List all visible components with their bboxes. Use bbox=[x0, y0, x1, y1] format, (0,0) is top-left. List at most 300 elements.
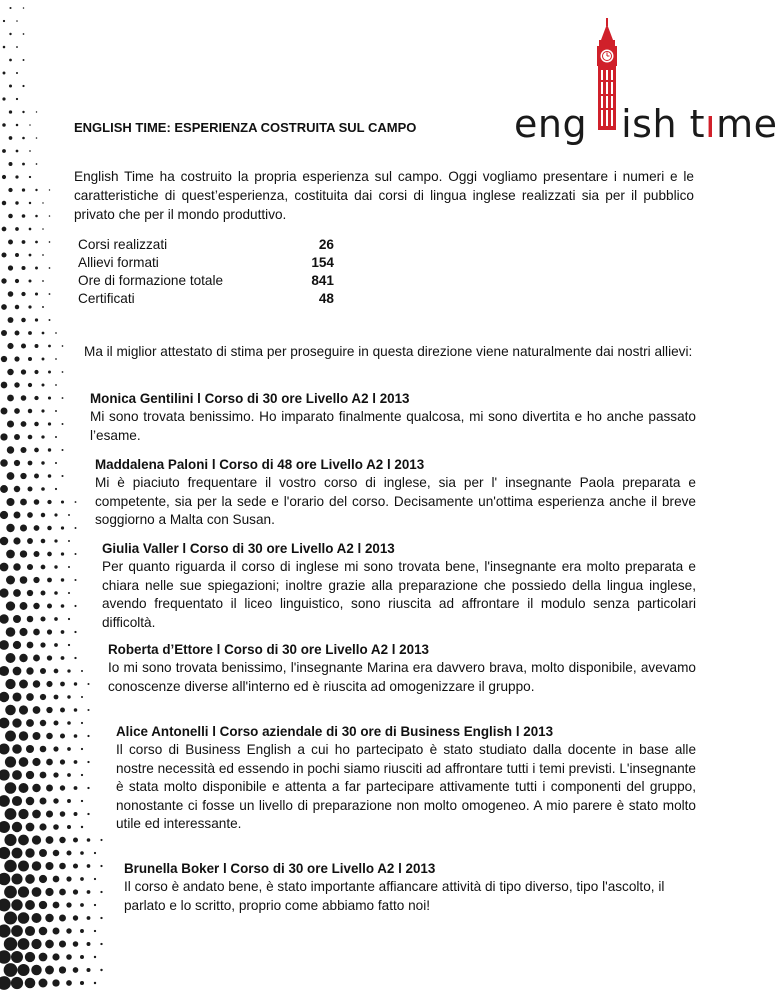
halftone-dot bbox=[47, 603, 52, 608]
halftone-dot bbox=[4, 834, 16, 846]
halftone-dot bbox=[54, 669, 59, 674]
halftone-dot bbox=[54, 721, 59, 726]
halftone-dot bbox=[16, 46, 18, 48]
halftone-dot bbox=[41, 487, 45, 491]
halftone-dot bbox=[21, 266, 25, 270]
halftone-dot bbox=[27, 564, 33, 570]
halftone-dot bbox=[49, 267, 51, 269]
halftone-dot bbox=[12, 770, 22, 780]
halftone-dot bbox=[68, 592, 70, 594]
testimonial-title: Brunella Boker l Corso di 30 ore Livello A2 l 2013 bbox=[124, 861, 436, 876]
halftone-dot bbox=[81, 696, 83, 698]
halftone-dot bbox=[6, 627, 16, 637]
halftone-dot bbox=[87, 813, 89, 815]
halftone-dot bbox=[12, 822, 22, 832]
halftone-dot bbox=[61, 578, 64, 581]
halftone-dot bbox=[74, 579, 76, 581]
halftone-dot bbox=[14, 356, 19, 361]
halftone-dot bbox=[55, 384, 57, 386]
halftone-dot bbox=[34, 370, 38, 374]
halftone-dot bbox=[73, 941, 79, 947]
english-time-logo bbox=[514, 18, 777, 146]
halftone-dot bbox=[59, 837, 65, 843]
halftone-dot bbox=[100, 839, 102, 841]
halftone-dot bbox=[15, 227, 19, 231]
halftone-dot bbox=[6, 550, 15, 559]
halftone-dot bbox=[54, 643, 58, 647]
halftone-dot bbox=[0, 588, 9, 597]
halftone-dot bbox=[46, 836, 54, 844]
halftone-dot bbox=[7, 446, 14, 453]
halftone-dot bbox=[74, 708, 78, 712]
halftone-dot bbox=[45, 888, 53, 896]
testimonial-title: Roberta d’Ettore l Corso di 30 ore Livello A2 l 2013 bbox=[108, 642, 429, 657]
page-heading: ENGLISH TIME: ESPERIENZA COSTRUITA SUL CAMPO bbox=[74, 120, 417, 135]
halftone-dot bbox=[5, 731, 16, 742]
halftone-dot bbox=[62, 397, 64, 399]
halftone-dot bbox=[28, 305, 31, 308]
halftone-dot bbox=[23, 33, 25, 35]
halftone-dot bbox=[4, 860, 16, 872]
halftone-dot bbox=[53, 798, 58, 803]
halftone-dot bbox=[54, 513, 57, 516]
halftone-dot bbox=[55, 332, 57, 334]
halftone-dot bbox=[19, 783, 29, 793]
halftone-dot bbox=[45, 966, 54, 975]
halftone-dot bbox=[61, 449, 63, 451]
halftone-dot bbox=[16, 72, 18, 74]
halftone-dot bbox=[39, 823, 46, 830]
halftone-dot bbox=[27, 486, 32, 491]
halftone-dot bbox=[49, 319, 51, 321]
halftone-dot bbox=[73, 967, 79, 973]
halftone-dot bbox=[21, 395, 27, 401]
halftone-dot bbox=[29, 228, 32, 231]
halftone-dot bbox=[22, 111, 24, 113]
halftone-dot bbox=[47, 655, 52, 660]
halftone-dot bbox=[35, 267, 38, 270]
halftone-dot bbox=[39, 953, 48, 962]
halftone-dot bbox=[67, 695, 70, 698]
halftone-dot bbox=[0, 924, 11, 937]
halftone-dot bbox=[25, 848, 34, 857]
halftone-dot bbox=[6, 653, 16, 663]
halftone-dot bbox=[87, 709, 89, 711]
halftone-dot bbox=[39, 875, 47, 883]
stat-row bbox=[78, 236, 334, 254]
halftone-dot bbox=[61, 552, 64, 555]
halftone-dot bbox=[13, 667, 22, 676]
halftone-dot bbox=[42, 254, 44, 256]
halftone-dot bbox=[40, 642, 45, 647]
halftone-dot bbox=[3, 46, 6, 49]
halftone-dot bbox=[0, 743, 10, 754]
halftone-dot bbox=[46, 707, 52, 713]
halftone-dot bbox=[80, 955, 84, 959]
halftone-dot bbox=[29, 254, 32, 257]
halftone-dot bbox=[80, 929, 84, 933]
halftone-dot bbox=[1, 278, 6, 283]
halftone-dot bbox=[81, 670, 83, 672]
halftone-dot bbox=[41, 539, 46, 544]
halftone-dot bbox=[21, 369, 26, 374]
halftone-dot bbox=[61, 604, 65, 608]
halftone-dot bbox=[7, 472, 15, 480]
halftone-dot bbox=[60, 708, 65, 713]
halftone-dot bbox=[35, 241, 38, 244]
halftone-dot bbox=[32, 784, 40, 792]
halftone-dot bbox=[34, 448, 39, 453]
halftone-dot bbox=[11, 925, 23, 937]
logo-text-me: me bbox=[716, 102, 777, 146]
halftone-dot bbox=[12, 692, 21, 701]
halftone-dot bbox=[46, 733, 53, 740]
stat-row bbox=[78, 254, 334, 272]
testimonial-text: Il corso è andato bene, è stato importante affiancare attività di tipo diverso, tipo l'ascolto, il parlato e lo scritto, proprio come abbiamo fatto noi! bbox=[124, 879, 665, 913]
halftone-dot bbox=[0, 899, 10, 912]
halftone-dot bbox=[33, 551, 39, 557]
halftone-dot bbox=[5, 756, 16, 767]
halftone-dot bbox=[31, 965, 41, 975]
halftone-dot bbox=[28, 409, 32, 413]
halftone-dot bbox=[53, 824, 59, 830]
halftone-dot bbox=[48, 474, 52, 478]
halftone-dot bbox=[16, 150, 19, 153]
halftone-dot bbox=[0, 459, 8, 467]
halftone-dot bbox=[29, 176, 31, 178]
halftone-dot bbox=[100, 943, 102, 945]
halftone-dot bbox=[36, 137, 38, 139]
halftone-dot bbox=[55, 436, 57, 438]
halftone-dot bbox=[39, 927, 48, 936]
halftone-dot bbox=[45, 940, 54, 949]
halftone-dot bbox=[15, 253, 19, 257]
halftone-dot bbox=[67, 799, 71, 803]
halftone-dot bbox=[15, 331, 20, 336]
halftone-dot bbox=[54, 617, 58, 621]
halftone-dot bbox=[0, 847, 10, 859]
halftone-dot bbox=[25, 926, 35, 936]
halftone-dot bbox=[61, 475, 63, 477]
halftone-dot bbox=[20, 473, 26, 479]
halftone-dot bbox=[27, 512, 33, 518]
halftone-dot bbox=[53, 928, 60, 935]
halftone-dot bbox=[27, 642, 34, 649]
halftone-dot bbox=[100, 865, 102, 867]
halftone-dot bbox=[48, 396, 51, 399]
halftone-dot bbox=[26, 745, 34, 753]
testimonial bbox=[116, 723, 696, 834]
halftone-dot bbox=[35, 344, 39, 348]
halftone-dot bbox=[22, 85, 24, 87]
stat-value: 48 bbox=[318, 291, 334, 306]
halftone-dot bbox=[19, 731, 28, 740]
halftone-dot bbox=[7, 395, 14, 402]
halftone-dot bbox=[81, 722, 83, 724]
halftone-dot bbox=[36, 163, 38, 165]
halftone-dot bbox=[54, 539, 57, 542]
halftone-dot bbox=[47, 526, 52, 531]
halftone-dot bbox=[26, 693, 34, 701]
halftone-dot bbox=[6, 601, 15, 610]
halftone-dot bbox=[75, 527, 77, 529]
halftone-dot bbox=[2, 97, 5, 100]
halftone-dot bbox=[66, 876, 71, 881]
logo-text-i: ı bbox=[705, 102, 717, 146]
halftone-dot bbox=[87, 942, 91, 946]
halftone-dot bbox=[68, 540, 70, 542]
halftone-dot bbox=[34, 396, 38, 400]
stat-label: Ore di formazione totale bbox=[78, 273, 224, 288]
halftone-dot bbox=[34, 525, 40, 531]
halftone-dot bbox=[87, 838, 91, 842]
halftone-dot bbox=[75, 501, 77, 503]
halftone-dot bbox=[74, 631, 76, 633]
halftone-dot bbox=[81, 826, 83, 828]
halftone-dot bbox=[41, 409, 44, 412]
halftone-dot bbox=[25, 900, 35, 910]
testimonial-text: Mi sono trovata benissimo. Ho imparato finalmente qualcosa, mi sono divertita e ho anche passato l’esame. bbox=[90, 409, 696, 443]
halftone-dot bbox=[14, 460, 20, 466]
halftone-dot bbox=[46, 785, 53, 792]
halftone-dot bbox=[35, 215, 38, 218]
stat-label: Certificati bbox=[78, 291, 135, 306]
halftone-dot bbox=[94, 904, 96, 906]
testimonial bbox=[90, 390, 696, 445]
halftone-dot bbox=[47, 578, 52, 583]
halftone-dot bbox=[60, 759, 65, 764]
halftone-dot bbox=[32, 810, 41, 819]
halftone-dot bbox=[40, 616, 45, 621]
halftone-dot bbox=[0, 433, 7, 440]
halftone-dot bbox=[34, 474, 39, 479]
halftone-dot bbox=[41, 565, 46, 570]
halftone-dot bbox=[81, 748, 83, 750]
stat-label: Corsi realizzati bbox=[78, 237, 168, 252]
halftone-dot bbox=[42, 332, 45, 335]
halftone-dot bbox=[2, 123, 6, 127]
halftone-dot bbox=[40, 720, 46, 726]
testimonial-title: Giulia Valler l Corso di 30 ore Livello A2 l 2013 bbox=[102, 541, 395, 556]
halftone-dot bbox=[0, 666, 9, 676]
halftone-dot bbox=[13, 537, 20, 544]
halftone-dot bbox=[36, 111, 37, 112]
halftone-dot bbox=[68, 644, 70, 646]
halftone-dot bbox=[0, 563, 8, 572]
halftone-dot bbox=[34, 422, 39, 427]
halftone-dot bbox=[52, 979, 59, 986]
halftone-dot bbox=[55, 358, 57, 360]
halftone-dot bbox=[80, 877, 84, 881]
halftone-dot bbox=[45, 862, 53, 870]
halftone-dot bbox=[68, 618, 70, 620]
halftone-dot bbox=[74, 657, 76, 659]
halftone-dot bbox=[42, 202, 43, 203]
halftone-dot bbox=[75, 553, 77, 555]
halftone-dot bbox=[1, 408, 8, 415]
stat-value: 26 bbox=[318, 237, 334, 252]
halftone-dot bbox=[45, 914, 53, 922]
testimonial-title: Alice Antonelli l Corso aziendale di 30 ore di Business English l 2013 bbox=[116, 724, 554, 739]
halftone-dot bbox=[0, 950, 11, 964]
halftone-dot bbox=[54, 565, 57, 568]
halftone-dot bbox=[74, 682, 77, 685]
halftone-dot bbox=[2, 175, 6, 179]
halftone-dot bbox=[60, 733, 65, 738]
halftone-dot bbox=[60, 811, 66, 817]
halftone-dot bbox=[8, 188, 12, 192]
halftone-dot bbox=[59, 889, 66, 896]
halftone-dot bbox=[5, 808, 17, 820]
halftone-dot bbox=[9, 110, 12, 113]
halftone-dot bbox=[40, 694, 46, 700]
halftone-dot bbox=[46, 759, 53, 766]
halftone-dot bbox=[62, 371, 64, 373]
halftone-dot bbox=[22, 137, 25, 140]
halftone-dot bbox=[59, 966, 66, 973]
halftone-dot bbox=[0, 873, 10, 886]
halftone-dot bbox=[26, 667, 33, 674]
halftone-dot bbox=[20, 602, 28, 610]
halftone-dot bbox=[53, 850, 60, 857]
halftone-dot bbox=[100, 917, 102, 919]
halftone-dot bbox=[9, 84, 12, 87]
testimonial-text: Io mi sono trovata benissimo, l'insegnante Marina era davvero brava, molto disponibile, avevamo conoscenze diverse all'interno ed è riuscita ad omogenizzare il gruppo. bbox=[108, 660, 696, 694]
halftone-dot bbox=[9, 136, 13, 140]
halftone-dot bbox=[16, 98, 18, 100]
halftone-dot bbox=[41, 435, 44, 438]
halftone-dot bbox=[13, 641, 21, 649]
halftone-dot bbox=[6, 524, 14, 532]
halftone-dot bbox=[21, 421, 27, 427]
halftone-dot bbox=[33, 680, 41, 688]
halftone-dot bbox=[0, 485, 8, 493]
halftone-dot bbox=[1, 304, 7, 310]
halftone-dot bbox=[32, 861, 42, 871]
halftone-dot bbox=[14, 434, 20, 440]
halftone-dot bbox=[12, 796, 22, 806]
halftone-dot bbox=[33, 577, 39, 583]
halftone-dot bbox=[73, 863, 78, 868]
halftone-dot bbox=[41, 383, 44, 386]
halftone-dot bbox=[22, 188, 25, 191]
halftone-dot bbox=[28, 331, 32, 335]
halftone-dot bbox=[80, 981, 84, 985]
halftone-dot bbox=[35, 189, 37, 191]
halftone-dot bbox=[39, 979, 48, 988]
halftone-dot bbox=[41, 591, 46, 596]
halftone-dot bbox=[16, 20, 18, 22]
halftone-dot bbox=[14, 512, 21, 519]
halftone-dot bbox=[26, 823, 35, 832]
halftone-dot bbox=[53, 876, 60, 883]
halftone-dot bbox=[0, 614, 9, 623]
stat-value: 154 bbox=[311, 255, 334, 270]
halftone-dot bbox=[40, 668, 46, 674]
halftone-dot bbox=[22, 214, 26, 218]
halftone-dot bbox=[3, 20, 5, 22]
halftone-dot bbox=[94, 878, 96, 880]
halftone-dot bbox=[52, 953, 59, 960]
halftone-dot bbox=[14, 382, 19, 387]
halftone-dot bbox=[18, 835, 29, 846]
halftone-dot bbox=[20, 447, 26, 453]
halftone-dot bbox=[53, 902, 60, 909]
halftone-dot bbox=[39, 849, 47, 857]
halftone-dot bbox=[11, 977, 23, 989]
halftone-dot bbox=[18, 938, 30, 950]
halftone-dot bbox=[22, 240, 26, 244]
halftone-dot bbox=[9, 59, 12, 62]
halftone-dot bbox=[42, 306, 44, 308]
halftone-dot bbox=[67, 721, 71, 725]
halftone-dot bbox=[18, 886, 29, 897]
halftone-dot bbox=[8, 291, 14, 297]
halftone-dot bbox=[67, 669, 70, 672]
halftone-dot bbox=[62, 423, 64, 425]
halftone-dot bbox=[8, 317, 14, 323]
halftone-dot bbox=[27, 616, 34, 623]
halftone-dot bbox=[20, 524, 27, 531]
halftone-dot bbox=[2, 149, 6, 153]
testimonial bbox=[102, 540, 696, 632]
halftone-dot bbox=[28, 383, 32, 387]
halftone-dot bbox=[59, 863, 66, 870]
halftone-dot bbox=[87, 864, 91, 868]
halftone-dot bbox=[14, 408, 20, 414]
halftone-dot bbox=[86, 968, 90, 972]
halftone-dot bbox=[18, 809, 28, 819]
halftone-dot bbox=[94, 852, 96, 854]
halftone-dot bbox=[41, 513, 45, 517]
halftone-dot bbox=[46, 681, 52, 687]
halftone-dot bbox=[100, 969, 102, 971]
halftone-dot bbox=[26, 719, 34, 727]
halftone-dot bbox=[20, 576, 28, 584]
halftone-dot bbox=[47, 629, 52, 634]
halftone-dot bbox=[49, 189, 50, 190]
halftone-dot bbox=[25, 978, 36, 989]
halftone-dot bbox=[53, 746, 58, 751]
halftone-dot bbox=[19, 654, 27, 662]
halftone-dot bbox=[67, 825, 71, 829]
testimonial-text: Mi è piaciuto frequentare il vostro corso di inglese, sia per l' insegnante Paola preparata e competente, sia per la sede e l'orario del corso. Decisamente un'ottima esperienza anche il breve soggiorno a Malta con Susan. bbox=[95, 475, 696, 527]
halftone-dot bbox=[18, 912, 30, 924]
halftone-dot bbox=[7, 420, 14, 427]
halftone-dot bbox=[0, 511, 8, 519]
halftone-dot bbox=[48, 345, 51, 348]
halftone-dot bbox=[94, 956, 96, 958]
testimonial bbox=[95, 456, 696, 530]
halftone-dot bbox=[29, 150, 31, 152]
halftone-dot bbox=[9, 7, 11, 9]
halftone-dot bbox=[60, 682, 65, 687]
halftone-dot bbox=[15, 201, 18, 204]
halftone-dot bbox=[67, 747, 71, 751]
halftone-dot bbox=[80, 851, 84, 855]
halftone-dot bbox=[14, 486, 20, 492]
halftone-dot bbox=[26, 797, 35, 806]
halftone-dot bbox=[20, 550, 27, 557]
halftone-dot bbox=[55, 462, 57, 464]
halftone-dot bbox=[0, 821, 10, 833]
halftone-dot bbox=[61, 630, 65, 634]
halftone-dot bbox=[61, 500, 64, 503]
halftone-dot bbox=[68, 566, 70, 568]
halftone-dot bbox=[18, 861, 29, 872]
logo-text-ish-t: ish t bbox=[621, 102, 706, 146]
halftone-dot bbox=[28, 357, 32, 361]
